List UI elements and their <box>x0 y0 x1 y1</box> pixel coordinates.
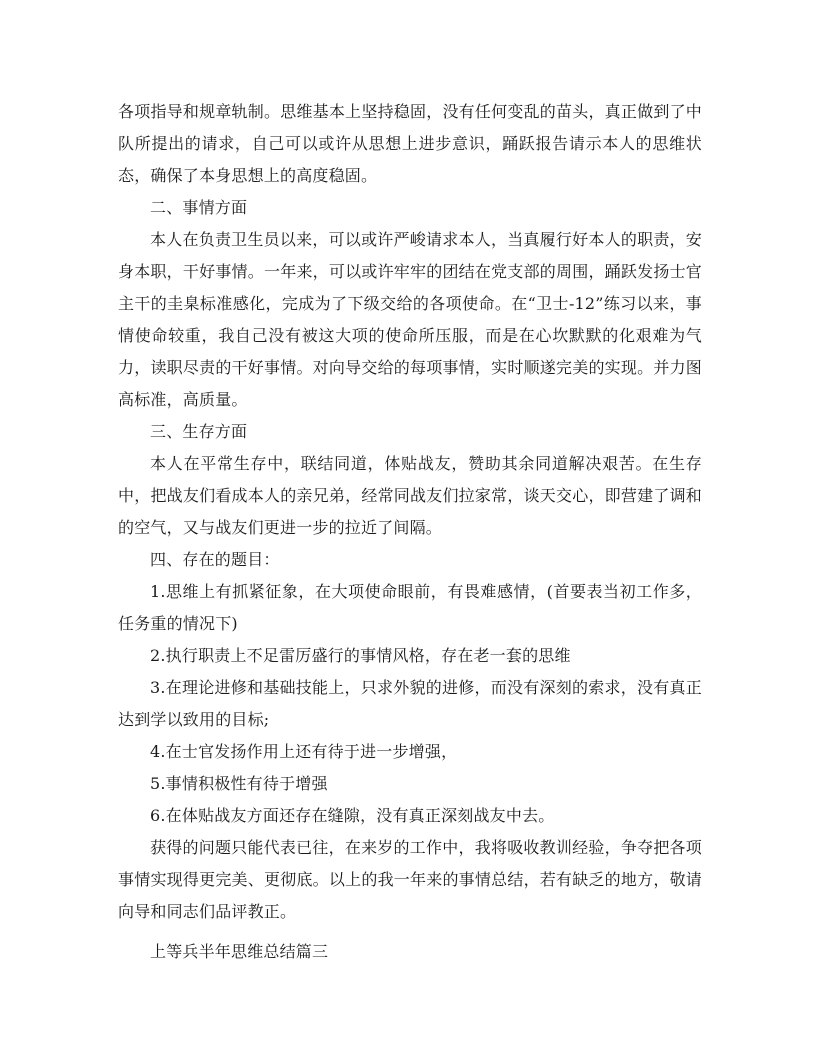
conclusion-paragraph: 获得的问题只能代表已往，在来岁的工作中，我将吸收教训经验，争夺把各项事情实现得更完美、更彻底。以上的我一年来的事情总结，若有缺乏的地方，敬请向导和同志们品评教正。 <box>118 838 702 921</box>
section-heading-life: 三、生存方面 <box>150 422 248 441</box>
work-paragraph: 本人在负责卫生员以来，可以或许严峻请求本人，当真履行好本人的职责，安身本职，干好事情。一年来，可以或许牢牢的团结在党支部的周围，踊跃发扬士官主干的圭臬标准感化，完成为了下级交给的各项使命。在“卫士-12”练习以来，事情使命较重，我自己没有被这大项的使命所压服，而是在心坎默默的化艰难为气力，读职尽责的干好事情。对向导交给的每项事情，实时顺遂完美的实现。并力图高标准，高质量。 <box>118 230 702 409</box>
next-article-title: 上等兵半年思维总结篇三 <box>150 942 329 961</box>
life-paragraph: 本人在平常生存中，联结同道，体贴战友，赞助其余同道解决艰苦。在生存中，把战友们看成本人的亲兄弟，经常同战友们拉家常，谈天交心，即营建了调和的空气，又与战友们更进一步的拉近了间隔。 <box>118 454 702 537</box>
list-item: 2.执行职责上不足雷厉盛行的事情风格，存在老一套的思维 <box>150 646 571 665</box>
section-heading-problems: 四、存在的题目： <box>150 550 280 569</box>
document-page <box>118 96 702 968</box>
list-item: 5.事情积极性有待于增强 <box>150 774 328 793</box>
list-item: 6.在体贴战友方面还存在缝隙，没有真正深刻战友中去。 <box>150 806 555 825</box>
list-item: 1.思维上有抓紧征象，在大项使命眼前，有畏难感情，(首要表当初工作多，任务重的情况下) <box>118 582 702 633</box>
list-item: 4.在士官发扬作用上还有待于进一步增强， <box>150 742 458 761</box>
section-heading-work: 二、事情方面 <box>150 198 248 217</box>
intro-paragraph: 各项指导和规章轨制。思维基本上坚持稳固，没有任何变乱的苗头，真正做到了中队所提出的请求，自己可以或许从思想上进步意识，踊跃报告请示本人的思维状态，确保了本身思想上的高度稳固。 <box>118 102 702 185</box>
list-item: 3.在理论进修和基础技能上，只求外貌的进修，而没有深刻的索求，没有真正达到学以致用的目标; <box>118 678 702 729</box>
